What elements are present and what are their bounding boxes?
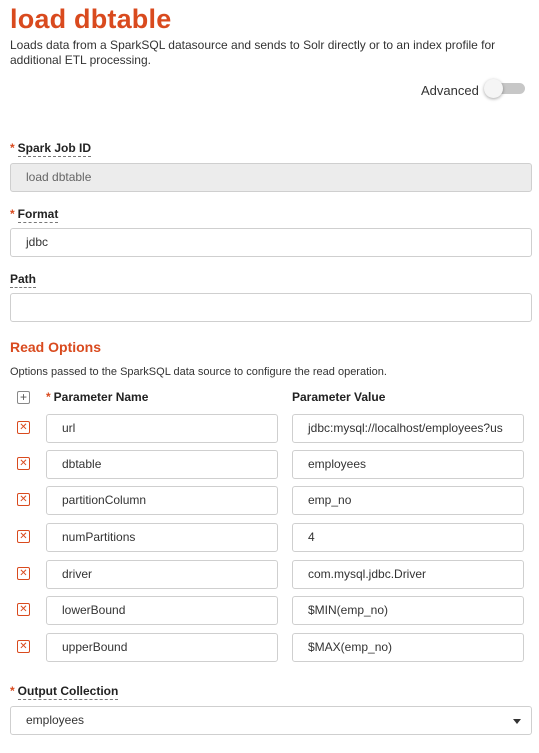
close-box-icon[interactable]: ✕: [17, 493, 30, 506]
parameter-name-input[interactable]: lowerBound: [46, 596, 278, 625]
output-collection-select[interactable]: [10, 706, 532, 735]
output-collection-label: * Output Collection: [10, 684, 119, 698]
parameter-name-input[interactable]: numPartitions: [46, 523, 278, 552]
parameter-value-input[interactable]: $MIN(emp_no): [292, 596, 524, 625]
table-row: [0, 523, 539, 552]
required-marker: *: [10, 207, 15, 221]
required-marker: *: [46, 390, 51, 404]
parameter-value-input[interactable]: jdbc:mysql://localhost/employees?us: [292, 414, 524, 443]
parameter-value-input[interactable]: $MAX(emp_no): [292, 633, 524, 662]
table-row: [0, 560, 539, 589]
parameter-value-input[interactable]: 4: [292, 523, 524, 552]
plus-box-icon[interactable]: +: [17, 391, 30, 404]
format-input[interactable]: jdbc: [10, 228, 532, 257]
required-marker: *: [10, 141, 15, 155]
parameter-name-input[interactable]: upperBound: [46, 633, 278, 662]
spark-job-id-input: load dbtable: [10, 163, 532, 192]
parameter-name-input[interactable]: driver: [46, 560, 278, 589]
spark-job-id-label: * Spark Job ID: [10, 141, 92, 155]
close-box-icon[interactable]: ✕: [17, 603, 30, 616]
format-label: * Format: [10, 207, 59, 221]
close-box-icon[interactable]: ✕: [17, 567, 30, 580]
parameter-name-input[interactable]: partitionColumn: [46, 486, 278, 515]
required-marker: *: [10, 684, 15, 698]
close-box-icon[interactable]: ✕: [17, 640, 30, 653]
advanced-toggle[interactable]: [484, 80, 526, 97]
output-collection-value: employees: [26, 713, 85, 727]
read-options-title: Read Options: [10, 339, 102, 355]
table-row: [0, 596, 539, 625]
path-input[interactable]: [10, 293, 532, 322]
close-box-icon[interactable]: ✕: [17, 421, 30, 434]
path-label: Path: [10, 272, 37, 286]
advanced-label: Advanced: [421, 83, 479, 98]
read-options-description: Options passed to the SparkSQL data source to configure the read operation.: [10, 366, 387, 378]
parameter-name-input[interactable]: dbtable: [46, 450, 278, 479]
toggle-knob: [484, 79, 503, 98]
parameter-name-input[interactable]: url: [46, 414, 278, 443]
table-row: [0, 633, 539, 662]
parameter-value-header: Parameter Value: [292, 390, 386, 404]
parameter-value-input[interactable]: com.mysql.jdbc.Driver: [292, 560, 524, 589]
page-title: load dbtable: [10, 4, 172, 34]
table-row: [0, 486, 539, 515]
close-box-icon[interactable]: ✕: [17, 457, 30, 470]
table-row: [0, 414, 539, 443]
close-box-icon[interactable]: ✕: [17, 530, 30, 543]
page-description: Loads data from a SparkSQL datasource and sends to Solr directly or to an index profile for additional ETL processing.: [10, 38, 496, 67]
parameter-name-header: * Parameter Name: [46, 390, 149, 404]
table-row: [0, 450, 539, 479]
caret-down-icon: [513, 719, 521, 724]
parameter-value-input[interactable]: emp_no: [292, 486, 524, 515]
parameter-value-input[interactable]: employees: [292, 450, 524, 479]
